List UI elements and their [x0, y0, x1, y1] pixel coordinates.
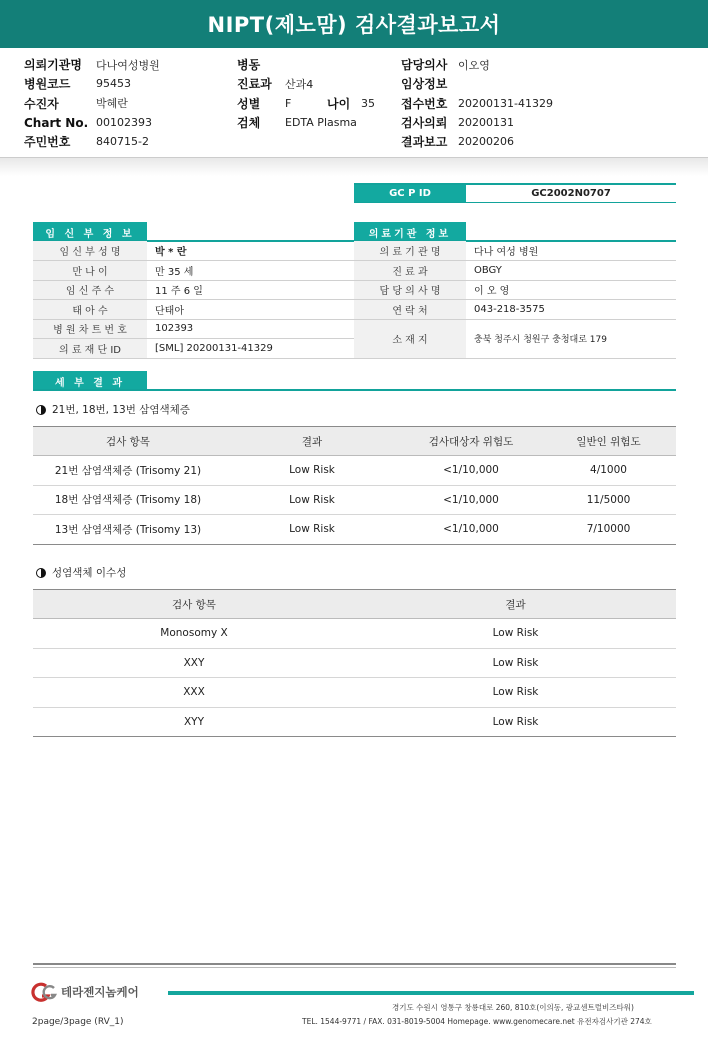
info-value: 만 35 세 [147, 261, 355, 281]
info-label: 의 료 기 관 명 [354, 241, 466, 261]
test-result: Low Risk [355, 648, 676, 678]
footer-accent-bar [168, 991, 694, 995]
field-label: 담당의사 [401, 58, 448, 73]
subject-risk: <1/10,000 [401, 456, 541, 486]
info-value: 충북 청주시 청원구 충청대로 179 [466, 319, 676, 358]
page-number: 2page/3page (RV_1) [32, 1017, 124, 1027]
table-row [33, 619, 676, 649]
test-result: Low Risk [355, 619, 676, 649]
column-header: 결과 [223, 427, 401, 456]
field-value: 00102393 [96, 116, 152, 130]
sex-chromosome-subtitle-text: 성염색체 이수성 [52, 567, 127, 579]
general-risk: 4/1000 [541, 456, 676, 486]
table-row [33, 648, 676, 678]
test-item: 13번 삼염색체증 (Trisomy 13) [33, 515, 223, 545]
trisomy-table [33, 426, 676, 545]
field-value: F [285, 96, 292, 110]
half-circle-icon [36, 405, 46, 415]
info-value: 단태아 [147, 300, 355, 320]
column-header: 검사 항목 [33, 590, 355, 619]
table-row [33, 678, 676, 708]
field-value: 다나여성병원 [96, 58, 160, 72]
test-result: Low Risk [355, 678, 676, 708]
detail-result-tab: 세 부 결 과 [33, 371, 147, 391]
field-label: 검사의뢰 [401, 116, 448, 131]
table-row [354, 280, 676, 300]
table-row [354, 241, 676, 261]
pregnant-info-tab: 임 신 부 정 보 [33, 222, 147, 242]
field-value: 이오영 [458, 58, 490, 72]
info-label: 담 당 의 사 명 [354, 280, 466, 300]
column-header: 결과 [355, 590, 676, 619]
general-risk: 11/5000 [541, 485, 676, 515]
gcp-id-label: GC P ID [354, 185, 466, 202]
info-label: 만 나 이 [33, 261, 147, 281]
test-item: XXX [33, 678, 355, 708]
info-value: 박 * 란 [147, 241, 355, 261]
field-label: 의뢰기관명 [24, 58, 82, 73]
institution-info-tab: 의료기관 정보 [354, 222, 466, 242]
footer-divider-thin [33, 967, 676, 968]
table-row [33, 707, 676, 737]
field-label: 병동 [237, 58, 261, 73]
field-label: 진료과 [237, 77, 272, 92]
field-value: 산과4 [285, 77, 314, 91]
test-item: XXY [33, 648, 355, 678]
info-label: 임 신 부 성 명 [33, 241, 147, 261]
institution-info-table [354, 241, 676, 359]
header-col-ward [237, 55, 397, 155]
test-item: 18번 삼염색체증 (Trisomy 18) [33, 485, 223, 515]
test-result: Low Risk [223, 456, 401, 486]
header-col-doctor [401, 55, 681, 155]
half-circle-icon [36, 568, 46, 578]
field-value: 35 [361, 96, 375, 110]
field-value: 박혜란 [96, 97, 128, 111]
table-row [354, 261, 676, 281]
field-label: 성별 [237, 96, 261, 111]
table-row [33, 339, 355, 359]
subject-risk: <1/10,000 [401, 515, 541, 545]
field-label: 접수번호 [401, 96, 448, 111]
info-label: 임 신 주 수 [33, 280, 147, 300]
test-item: Monosomy X [33, 619, 355, 649]
info-value: OBGY [466, 261, 676, 281]
table-row [354, 300, 676, 320]
field-label: 병원코드 [24, 77, 71, 92]
field-value: 840715-2 [96, 135, 149, 149]
test-item: 21번 삼염색체증 (Trisomy 21) [33, 456, 223, 486]
test-item: XYY [33, 707, 355, 737]
table-row [33, 280, 355, 300]
header-col-requester [24, 55, 234, 155]
table-row [33, 456, 676, 486]
genome-logo-icon [28, 982, 58, 1002]
company-contact: TEL. 1544-9771 / FAX. 031-8019-5004 Homepage. www.genomecare.net 유전자검사기관 274호 [302, 1017, 652, 1026]
table-header-row [33, 427, 676, 456]
column-header: 검사대상자 위험도 [401, 427, 541, 456]
field-label: 임상정보 [401, 77, 448, 92]
info-label: 의 료 재 단 ID [33, 339, 147, 359]
table-row [33, 241, 355, 261]
field-value: 20200131-41329 [458, 96, 553, 110]
field-label: 주민번호 [24, 135, 71, 150]
test-result: Low Risk [223, 515, 401, 545]
field-label: 결과보고 [401, 135, 448, 150]
pregnant-info-table [33, 241, 355, 359]
table-row [354, 319, 676, 358]
trisomy-subtitle [36, 402, 190, 417]
column-header: 일반인 위험도 [541, 427, 676, 456]
field-label: Chart No. [24, 115, 89, 130]
field-value: 20200131 [458, 116, 514, 130]
report-title: NIPT(제노맘) 검사결과보고서 [0, 0, 708, 48]
info-label: 태 아 수 [33, 300, 147, 320]
trisomy-subtitle-text: 21번, 18번, 13번 삼염색체증 [52, 404, 190, 416]
info-label: 연 락 처 [354, 300, 466, 320]
table-header-row [33, 590, 676, 619]
gcp-id-value: GC2002N0707 [531, 188, 611, 199]
field-value: 95453 [96, 77, 131, 91]
info-value: 이 오 영 [466, 280, 676, 300]
table-row [33, 485, 676, 515]
header-shadow [0, 158, 708, 176]
field-label: 나이 [327, 96, 351, 111]
field-value: EDTA Plasma [285, 116, 357, 130]
info-value: 043-218-3575 [466, 300, 676, 320]
general-risk: 7/10000 [541, 515, 676, 545]
info-value: 다나 여성 병원 [466, 241, 676, 261]
info-label: 진 료 과 [354, 261, 466, 281]
sex-chromosome-subtitle [36, 565, 126, 580]
test-result: Low Risk [223, 485, 401, 515]
gcp-id-box [354, 183, 676, 203]
info-label: 병 원 차 트 번 호 [33, 319, 147, 339]
table-row [33, 515, 676, 545]
detail-result-rule [33, 389, 676, 391]
table-row [33, 300, 355, 320]
footer-divider [33, 963, 676, 965]
info-label: 소 재 지 [354, 319, 466, 358]
test-result: Low Risk [355, 707, 676, 737]
field-label: 검체 [237, 116, 261, 131]
sex-chromosome-table [33, 589, 676, 737]
field-value: 20200206 [458, 135, 514, 149]
table-row [33, 319, 355, 339]
subject-risk: <1/10,000 [401, 485, 541, 515]
column-header: 검사 항목 [33, 427, 223, 456]
info-value: [SML] 20200131-41329 [147, 339, 355, 359]
company-logo [28, 982, 139, 1002]
company-address: 경기도 수원시 영통구 창룡대로 260, 810호(이의동, 광교센트럴비즈타워) [392, 1003, 634, 1012]
table-row [33, 261, 355, 281]
field-label: 수진자 [24, 96, 59, 111]
info-value: 102393 [147, 319, 355, 339]
company-name: 테라젠지놈케어 [61, 985, 139, 999]
info-value: 11 주 6 일 [147, 280, 355, 300]
